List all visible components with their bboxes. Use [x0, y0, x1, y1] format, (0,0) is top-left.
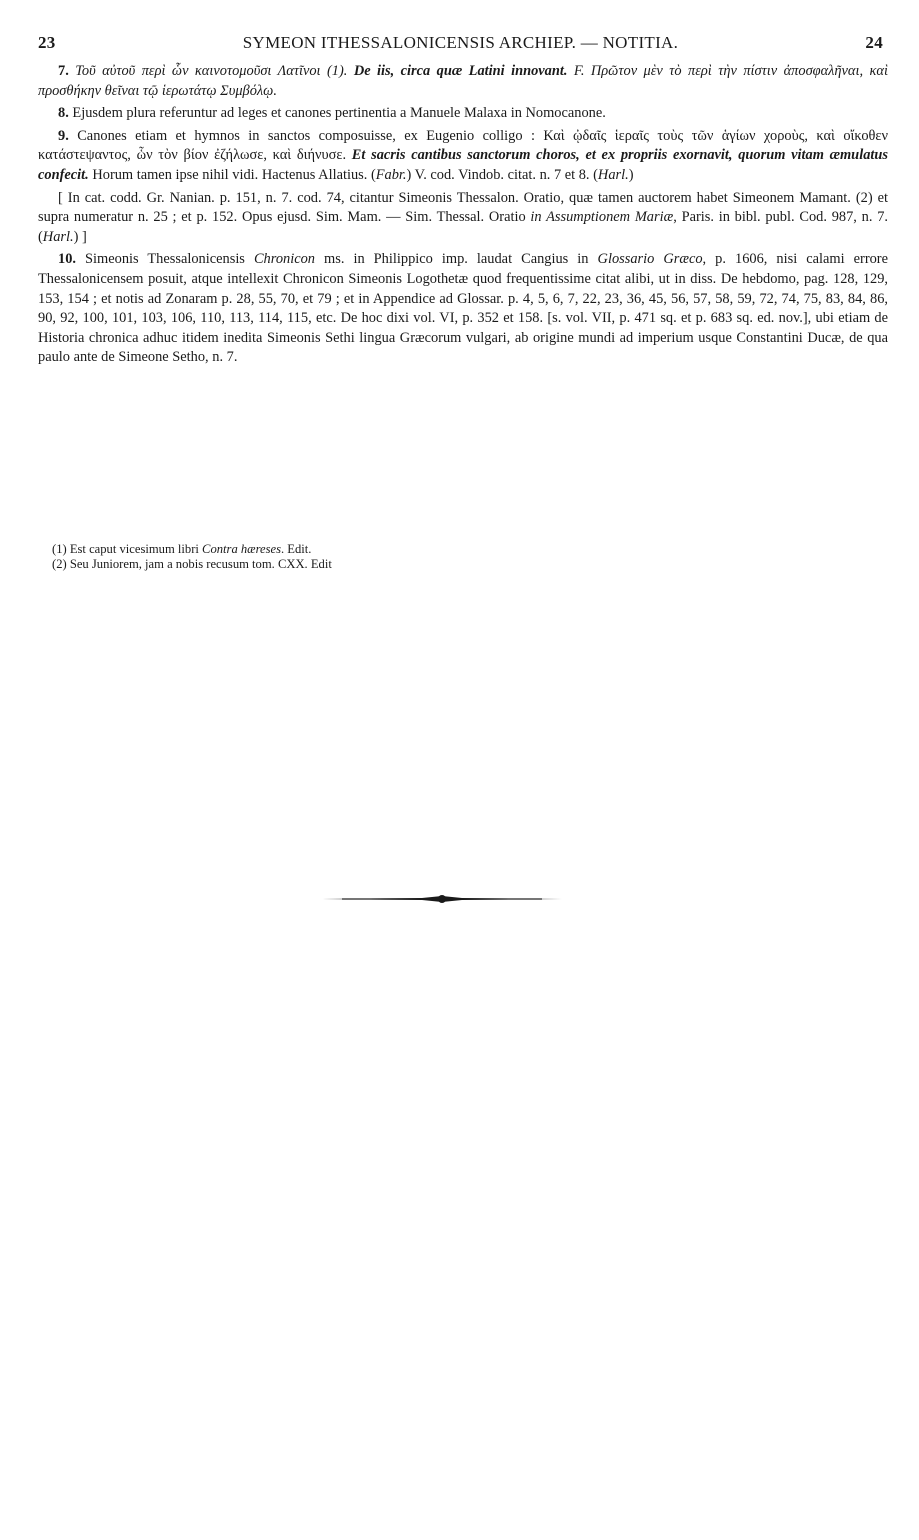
work-title: Chronicon — [253, 251, 315, 268]
editor-name: Harl. — [42, 228, 74, 245]
paragraph-9 — [38, 127, 888, 186]
work-title: Contra hæreses — [202, 542, 281, 556]
paragraph-7 — [38, 62, 888, 101]
paragraph-number: 7. — [58, 63, 69, 79]
paragraph-text: ) V. cod. Vindob. citat. n. 7 et 8. ( — [406, 166, 598, 183]
paragraph-number: 9. — [58, 127, 69, 144]
work-title: in Assumptionem Mariæ — [530, 209, 674, 226]
running-title: SYMEON ITHESSALONICENSIS ARCHIEP. — NOTITIA. — [242, 33, 679, 52]
latin-title: De iis, circa quæ Latini innovant. — [353, 63, 568, 79]
greek-title: Τοῦ αὐτοῦ περὶ ὧν καινοτομοῦσι Λατῖνοι (1). — [75, 63, 348, 79]
work-title: Glossario Græco — [597, 251, 703, 268]
bracket-note — [38, 189, 888, 248]
latin-translation: Et sacris cantibus sanctorum choros, et ex propriis exornavit, quorum vitam æmulatus confecit. — [38, 147, 888, 183]
footnotes — [52, 542, 652, 572]
paragraph-text: [ In cat. codd. Gr. Nanian. p. 151, n. 7. cod. 74, citantur Simeonis Thessalon. Oratio, quæ tamen auctorem habet Simeonem Mamant. (2) et supra numeratur n. 25 ; et p. 152. Opus ejusd. Sim. Mam. — Sim. Thessal. Oratio — [38, 189, 888, 226]
divider-ornament — [322, 893, 562, 905]
paragraph-text: ) — [628, 166, 634, 183]
paragraph-text: , p. 1606, nisi calami errore Thessalonicensem posuit, atque intellexit Chronicon Simeonis Logothetæ quod frequentissime citat alibi, ut in diss. De hebdomo, pag. 128, 129, 153, 154 ; et notis ad Zonaram p. 28, 55, 70, et 79 ; et in Appendice ad Glossar. p. 4, 5, 6, 7, 22, 23, 36, 45, 56, 57, 58, 59, 72, 74, 75, 83, 84, 86, 90, 92, 100, 101, 103, 106, 110, 113, 114, 115, etc. De hoc dixi vol. VI, p. 352 et 158. [s. vol. VII, p. 471 sq. et p. 683 sq. ed. nov.], ubi etiam de Historia chronica adhuc itidem inedita Simeonis Sethi lingua Græcorum vulgari, ab origine mundi ad imperium usque Constantini Ducæ, de qua paulo ante de Simeone Setho, n. 7. — [38, 251, 888, 366]
greek-text: F. Πρῶτον μὲν τὸ περὶ τὴν πίστιν ἀποσφαλῆναι, καὶ προσθήκην θεῖναι τῷ ἱερωτάτῳ Συμβόλῳ. — [38, 63, 888, 99]
footnote-text: . Edit. — [281, 542, 312, 556]
footnote-text: (1) Est caput vicesimum libri — [52, 542, 203, 556]
page-number-left: 23 — [38, 33, 56, 52]
paragraph-10 — [38, 250, 888, 368]
paragraph-8 — [38, 104, 888, 124]
paragraph-text: Horum tamen ipse nihil vidi. Hactenus Allatius. ( — [92, 166, 376, 183]
paragraph-text: ms. in Philippico imp. laudat Cangius in — [314, 251, 598, 268]
footnote-1 — [52, 542, 652, 557]
paragraph-text: Ejusdem plura referuntur ad leges et canones pertinentia a Manuele Malaxa in Nomocanone. — [72, 105, 606, 122]
paragraph-number: 10. — [58, 251, 76, 268]
running-header — [38, 33, 883, 55]
footnote-2: (2) Seu Juniorem, jam a nobis recusum tom. CXX. Edit — [52, 557, 332, 571]
main-text — [38, 62, 888, 368]
paragraph-text: Canones etiam et hymnos in sanctos composuisse, ex Eugenio colligo : Καὶ ᾠδαῖς ἱεραῖς τοὺς τῶν ἁγίων χοροὺς, καὶ οἴκοθεν κατάστεψαντος, ὧν τὸν βίον ἐζήλωσε, καὶ διήνυσε. — [38, 127, 888, 164]
editor-name: Harl. — [597, 166, 629, 183]
paragraph-text: , Paris. in bibl. publ. Cod. 987, n. 7. ( — [38, 209, 888, 245]
paragraph-number: 8. — [58, 105, 69, 122]
paragraph-text: Simeonis Thessalonicensis — [85, 251, 254, 268]
paragraph-text: ) ] — [73, 228, 87, 245]
page-number-right: 24 — [865, 33, 883, 52]
editor-name: Fabr. — [375, 166, 407, 183]
